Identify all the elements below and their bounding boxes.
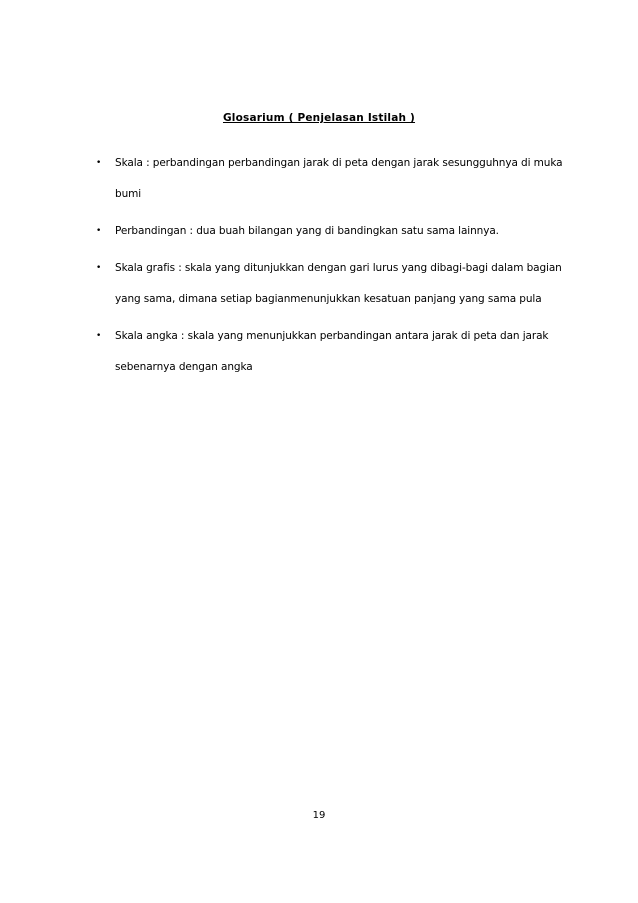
glossary-entry-perbandingan <box>96 216 576 247</box>
glossary-entry-text: Skala angka : skala yang menunjukkan perbandingan antara jarak di peta dan jarak sebenarnya dengan angka <box>115 330 549 373</box>
glossary-entry-skala-angka <box>96 321 576 383</box>
glossary-entry-skala-grafis <box>96 253 576 315</box>
glossary-entry-text: Skala : perbandingan perbandingan jarak di peta dengan jarak sesungguhnya di muka bumi <box>115 157 563 200</box>
glossary-list <box>96 148 576 383</box>
glossary-entry-text: Perbandingan : dua buah bilangan yang di bandingkan satu sama lainnya. <box>115 225 499 237</box>
glossary-title: Glosarium ( Penjelasan Istilah ) <box>222 112 416 124</box>
glossary-entry-text: Skala grafis : skala yang ditunjukkan dengan gari lurus yang dibagi-bagi dalam bagian yang sama, dimana setiap bagianmenunjukkan kesatuan panjang yang sama pula <box>115 262 562 305</box>
bullet-icon: • <box>96 263 102 273</box>
bullet-icon: • <box>96 226 102 236</box>
bullet-icon: • <box>96 331 102 341</box>
page-number: 19 <box>312 810 326 821</box>
bullet-icon: • <box>96 158 102 168</box>
glossary-entry-skala <box>96 148 576 210</box>
